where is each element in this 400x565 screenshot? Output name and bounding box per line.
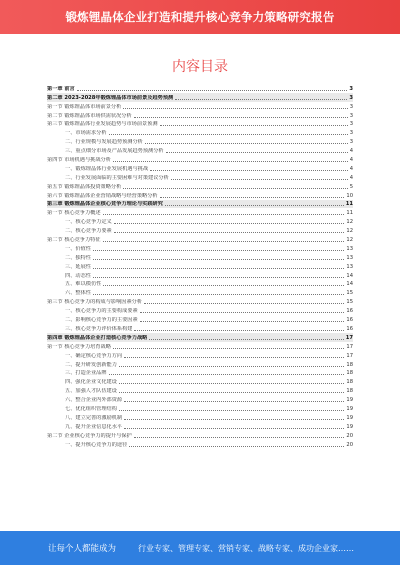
toc-entry-page: 19 bbox=[346, 414, 353, 421]
toc-entry[interactable] bbox=[47, 191, 353, 200]
toc-entry-text: 第三节 锻炼锂晶体行业发展趋势与市场前景预测 bbox=[47, 121, 158, 128]
toc-leader-dots bbox=[140, 312, 345, 313]
toc-leader-dots bbox=[171, 179, 348, 180]
table-of-contents bbox=[47, 84, 353, 449]
toc-leader-dots bbox=[103, 285, 344, 286]
toc-entry-page: 17 bbox=[345, 334, 353, 341]
report-title: 锻炼锂晶体企业打造和提升核心竞争力策略研究报告 bbox=[65, 10, 335, 24]
toc-entry-text: 五、难以模仿性 bbox=[65, 281, 102, 288]
toc-entry-text: 第六节 锻炼锂晶体企业营销战略与经营策略分析 bbox=[47, 192, 158, 199]
toc-leader-dots bbox=[103, 214, 345, 215]
footer-banner bbox=[0, 531, 400, 565]
toc-entry[interactable] bbox=[47, 200, 353, 209]
toc-entry[interactable] bbox=[47, 102, 353, 111]
toc-entry-page: 20 bbox=[346, 432, 353, 439]
toc-entry-page: 20 bbox=[346, 441, 353, 448]
toc-entry-page: 16 bbox=[346, 308, 353, 315]
toc-leader-dots bbox=[119, 392, 345, 393]
toc-entry-page: 3 bbox=[349, 85, 353, 92]
toc-leader-dots bbox=[77, 90, 348, 91]
toc-entry-text: 三、打造企业品牌 bbox=[65, 370, 107, 377]
toc-leader-dots bbox=[134, 330, 344, 331]
toc-entry[interactable] bbox=[47, 342, 353, 351]
toc-entry-page: 4 bbox=[349, 157, 353, 164]
toc-leader-dots bbox=[124, 428, 344, 429]
toc-entry[interactable] bbox=[47, 217, 353, 226]
toc-leader-dots bbox=[149, 339, 343, 340]
toc-entry[interactable] bbox=[47, 395, 353, 404]
toc-entry-text: 一、价值性 bbox=[65, 245, 91, 252]
toc-leader-dots bbox=[160, 125, 348, 126]
toc-entry[interactable] bbox=[47, 440, 353, 449]
toc-leader-dots bbox=[93, 294, 344, 295]
toc-entry[interactable] bbox=[47, 235, 353, 244]
toc-entry-text: 八、建立完善的激励机制 bbox=[65, 414, 123, 421]
toc-heading: 内容目录 bbox=[172, 59, 228, 75]
toc-entry-page: 17 bbox=[346, 352, 353, 359]
toc-entry-page: 18 bbox=[346, 388, 353, 395]
toc-entry-text: 二、独特性 bbox=[65, 254, 91, 261]
toc-entry[interactable] bbox=[47, 262, 353, 271]
toc-entry-page: 14 bbox=[346, 281, 353, 288]
toc-entry-text: 三、重点细分市场及产品发展趋势预测分析 bbox=[65, 148, 164, 155]
toc-entry-page: 11 bbox=[346, 210, 353, 217]
toc-entry-text: 二、提升研发创新能力 bbox=[65, 361, 117, 368]
toc-leader-dots bbox=[129, 446, 344, 447]
footer-slogan: 让每个人都能成为 bbox=[48, 544, 117, 554]
toc-entry-page: 13 bbox=[346, 245, 353, 252]
toc-entry-text: 第三章 锻炼锂晶体企业核心竞争力理论与实践研究 bbox=[47, 201, 163, 208]
toc-entry-text: 第三节 核心竞争力的构成与影响因素分析 bbox=[47, 299, 143, 306]
toc-entry-page: 15 bbox=[346, 290, 353, 297]
toc-entry-text: 一、提升核心竞争力的途径 bbox=[65, 441, 128, 448]
toc-entry[interactable] bbox=[47, 128, 353, 137]
toc-entry-page: 12 bbox=[346, 237, 353, 244]
toc-leader-dots bbox=[93, 259, 344, 260]
toc-entry-page: 3 bbox=[349, 139, 353, 146]
toc-entry[interactable] bbox=[47, 137, 353, 146]
toc-leader-dots bbox=[134, 437, 345, 438]
toc-entry[interactable] bbox=[47, 244, 353, 253]
toc-entry[interactable] bbox=[47, 333, 353, 342]
toc-leader-dots bbox=[175, 99, 347, 100]
toc-entry[interactable] bbox=[47, 146, 353, 155]
toc-entry[interactable] bbox=[47, 422, 353, 431]
toc-entry[interactable] bbox=[47, 324, 353, 333]
toc-entry-page: 16 bbox=[346, 317, 353, 324]
toc-entry-page: 19 bbox=[346, 423, 353, 430]
toc-leader-dots bbox=[145, 143, 348, 144]
toc-entry-page: 13 bbox=[346, 263, 353, 270]
toc-entry-text: 四、强化企业文化建设 bbox=[65, 379, 117, 386]
toc-entry[interactable] bbox=[47, 431, 353, 440]
toc-entry[interactable] bbox=[47, 111, 353, 120]
toc-entry-page: 13 bbox=[346, 254, 353, 261]
toc-leader-dots bbox=[140, 321, 345, 322]
toc-leader-dots bbox=[93, 268, 344, 269]
toc-entry-text: 二、核心竞争力要素 bbox=[65, 228, 112, 235]
report-header bbox=[0, 0, 400, 34]
toc-leader-dots bbox=[93, 277, 344, 278]
toc-leader-dots bbox=[109, 134, 348, 135]
toc-entry-page: 12 bbox=[346, 228, 353, 235]
toc-leader-dots bbox=[119, 410, 345, 411]
toc-entry-text: 第二节 锻炼锂晶体市场供需状况分析 bbox=[47, 112, 132, 119]
toc-leader-dots bbox=[119, 383, 345, 384]
toc-entry-text: 第一章 前言 bbox=[47, 85, 75, 92]
toc-entry[interactable] bbox=[47, 377, 353, 386]
toc-leader-dots bbox=[103, 241, 345, 242]
toc-entry-text: 第四节 市场机遇与挑战分析 bbox=[47, 157, 111, 164]
toc-entry[interactable] bbox=[47, 182, 353, 191]
toc-entry-text: 第二节 核心竞争力特征 bbox=[47, 237, 101, 244]
toc-entry[interactable] bbox=[47, 226, 353, 235]
toc-entry-text: 第二章 2023-2028年锻炼锂晶体市场前景及趋势预测 bbox=[47, 94, 174, 101]
toc-leader-dots bbox=[166, 152, 348, 153]
toc-entry-page: 18 bbox=[346, 370, 353, 377]
toc-leader-dots bbox=[160, 197, 345, 198]
toc-entry-text: 六、整合企业内外部资源 bbox=[65, 397, 123, 404]
toc-leader-dots bbox=[134, 117, 348, 118]
toc-entry-text: 第四章 锻炼锂晶体企业打造核心竞争力战略 bbox=[47, 334, 148, 341]
toc-entry[interactable] bbox=[47, 155, 353, 164]
toc-entry-text: 九、提升企业信息化水平 bbox=[65, 423, 123, 430]
toc-entry-text: 五、加强人才队伍建设 bbox=[65, 388, 117, 395]
toc-entry[interactable] bbox=[47, 164, 353, 173]
toc-entry-text: 一、核心竞争力定义 bbox=[65, 219, 112, 226]
toc-entry[interactable] bbox=[47, 173, 353, 182]
toc-leader-dots bbox=[113, 161, 348, 162]
toc-entry[interactable] bbox=[47, 280, 353, 289]
toc-entry[interactable] bbox=[47, 120, 353, 129]
toc-entry-page: 18 bbox=[346, 379, 353, 386]
toc-entry[interactable] bbox=[47, 351, 353, 360]
toc-entry-page: 12 bbox=[346, 219, 353, 226]
toc-entry-page: 3 bbox=[349, 94, 353, 101]
toc-entry-page: 16 bbox=[346, 325, 353, 332]
toc-entry-text: 二、行业规模与发展趋势预测分析 bbox=[65, 139, 143, 146]
toc-leader-dots bbox=[123, 188, 347, 189]
toc-entry-page: 3 bbox=[349, 121, 353, 128]
toc-leader-dots bbox=[144, 303, 344, 304]
toc-entry-page: 10 bbox=[346, 192, 353, 199]
toc-leader-dots bbox=[124, 401, 344, 402]
toc-leader-dots bbox=[124, 419, 344, 420]
toc-entry[interactable] bbox=[47, 288, 353, 297]
toc-entry-text: 四、动态性 bbox=[65, 272, 91, 279]
toc-entry-page: 3 bbox=[349, 130, 353, 137]
toc-entry[interactable] bbox=[47, 271, 353, 280]
toc-entry[interactable] bbox=[47, 315, 353, 324]
toc-entry-page: 17 bbox=[346, 343, 353, 350]
toc-entry[interactable] bbox=[47, 369, 353, 378]
toc-entry-page: 3 bbox=[349, 103, 353, 110]
toc-entry-text: 一、市场需求分析 bbox=[65, 130, 107, 137]
toc-entry-text: 三、核心竞争力评价体系构建 bbox=[65, 325, 133, 332]
toc-entry[interactable] bbox=[47, 253, 353, 262]
toc-entry-text: 第一节 核心竞争力培育战略 bbox=[47, 343, 111, 350]
toc-leader-dots bbox=[165, 205, 344, 206]
toc-entry-page: 18 bbox=[346, 361, 353, 368]
toc-entry-text: 七、优化组织管理结构 bbox=[65, 405, 117, 412]
toc-entry-text: 二、行业发展面临的主要困难与对策建议分析 bbox=[65, 174, 169, 181]
toc-entry-page: 14 bbox=[346, 272, 353, 279]
toc-leader-dots bbox=[124, 357, 344, 358]
toc-leader-dots bbox=[114, 223, 345, 224]
toc-entry-page: 4 bbox=[349, 148, 353, 155]
toc-entry[interactable] bbox=[47, 208, 353, 217]
toc-leader-dots bbox=[113, 348, 344, 349]
toc-entry-text: 第一节 核心竞争力概述 bbox=[47, 210, 101, 217]
toc-entry[interactable] bbox=[47, 360, 353, 369]
toc-leader-dots bbox=[109, 374, 345, 375]
toc-entry-text: 二、影响核心竞争力的主要因素 bbox=[65, 317, 138, 324]
toc-entry-text: 三、延展性 bbox=[65, 263, 91, 270]
toc-entry-text: 一、锻炼锂晶体行业发展机遇与挑战 bbox=[65, 165, 149, 172]
toc-entry[interactable] bbox=[47, 386, 353, 395]
toc-leader-dots bbox=[114, 232, 345, 233]
toc-entry-page: 4 bbox=[349, 165, 353, 172]
toc-entry[interactable] bbox=[47, 306, 353, 315]
toc-entry-page: 19 bbox=[346, 405, 353, 412]
footer-roles: 行业专家、管理专家、营销专家、战略专家、成功企业家…… bbox=[138, 543, 355, 553]
toc-entry-page: 4 bbox=[349, 174, 353, 181]
toc-entry[interactable] bbox=[47, 93, 353, 102]
toc-leader-dots bbox=[123, 108, 347, 109]
toc-entry[interactable] bbox=[47, 297, 353, 306]
toc-entry-text: 一、核心竞争力的主要构成要素 bbox=[65, 308, 138, 315]
toc-entry-page: 15 bbox=[346, 299, 353, 306]
toc-entry-text: 第一节 锻炼锂晶体市场前景分析 bbox=[47, 103, 122, 110]
toc-entry-text: 六、整体性 bbox=[65, 290, 91, 297]
toc-entry-page: 11 bbox=[345, 201, 353, 208]
toc-entry-text: 一、确定核心竞争力方向 bbox=[65, 352, 123, 359]
toc-entry-page: 3 bbox=[349, 112, 353, 119]
toc-entry[interactable] bbox=[47, 404, 353, 413]
toc-entry-text: 第二节 企业核心竞争力的提升与保护 bbox=[47, 432, 132, 439]
toc-entry-page: 5 bbox=[349, 183, 353, 190]
toc-leader-dots bbox=[93, 250, 344, 251]
toc-leader-dots bbox=[150, 170, 348, 171]
toc-entry[interactable] bbox=[47, 84, 353, 93]
toc-leader-dots bbox=[119, 366, 345, 367]
toc-entry-page: 19 bbox=[346, 397, 353, 404]
toc-entry[interactable] bbox=[47, 413, 353, 422]
toc-entry-text: 第五节 锻炼锂晶体投资策略分析 bbox=[47, 183, 122, 190]
